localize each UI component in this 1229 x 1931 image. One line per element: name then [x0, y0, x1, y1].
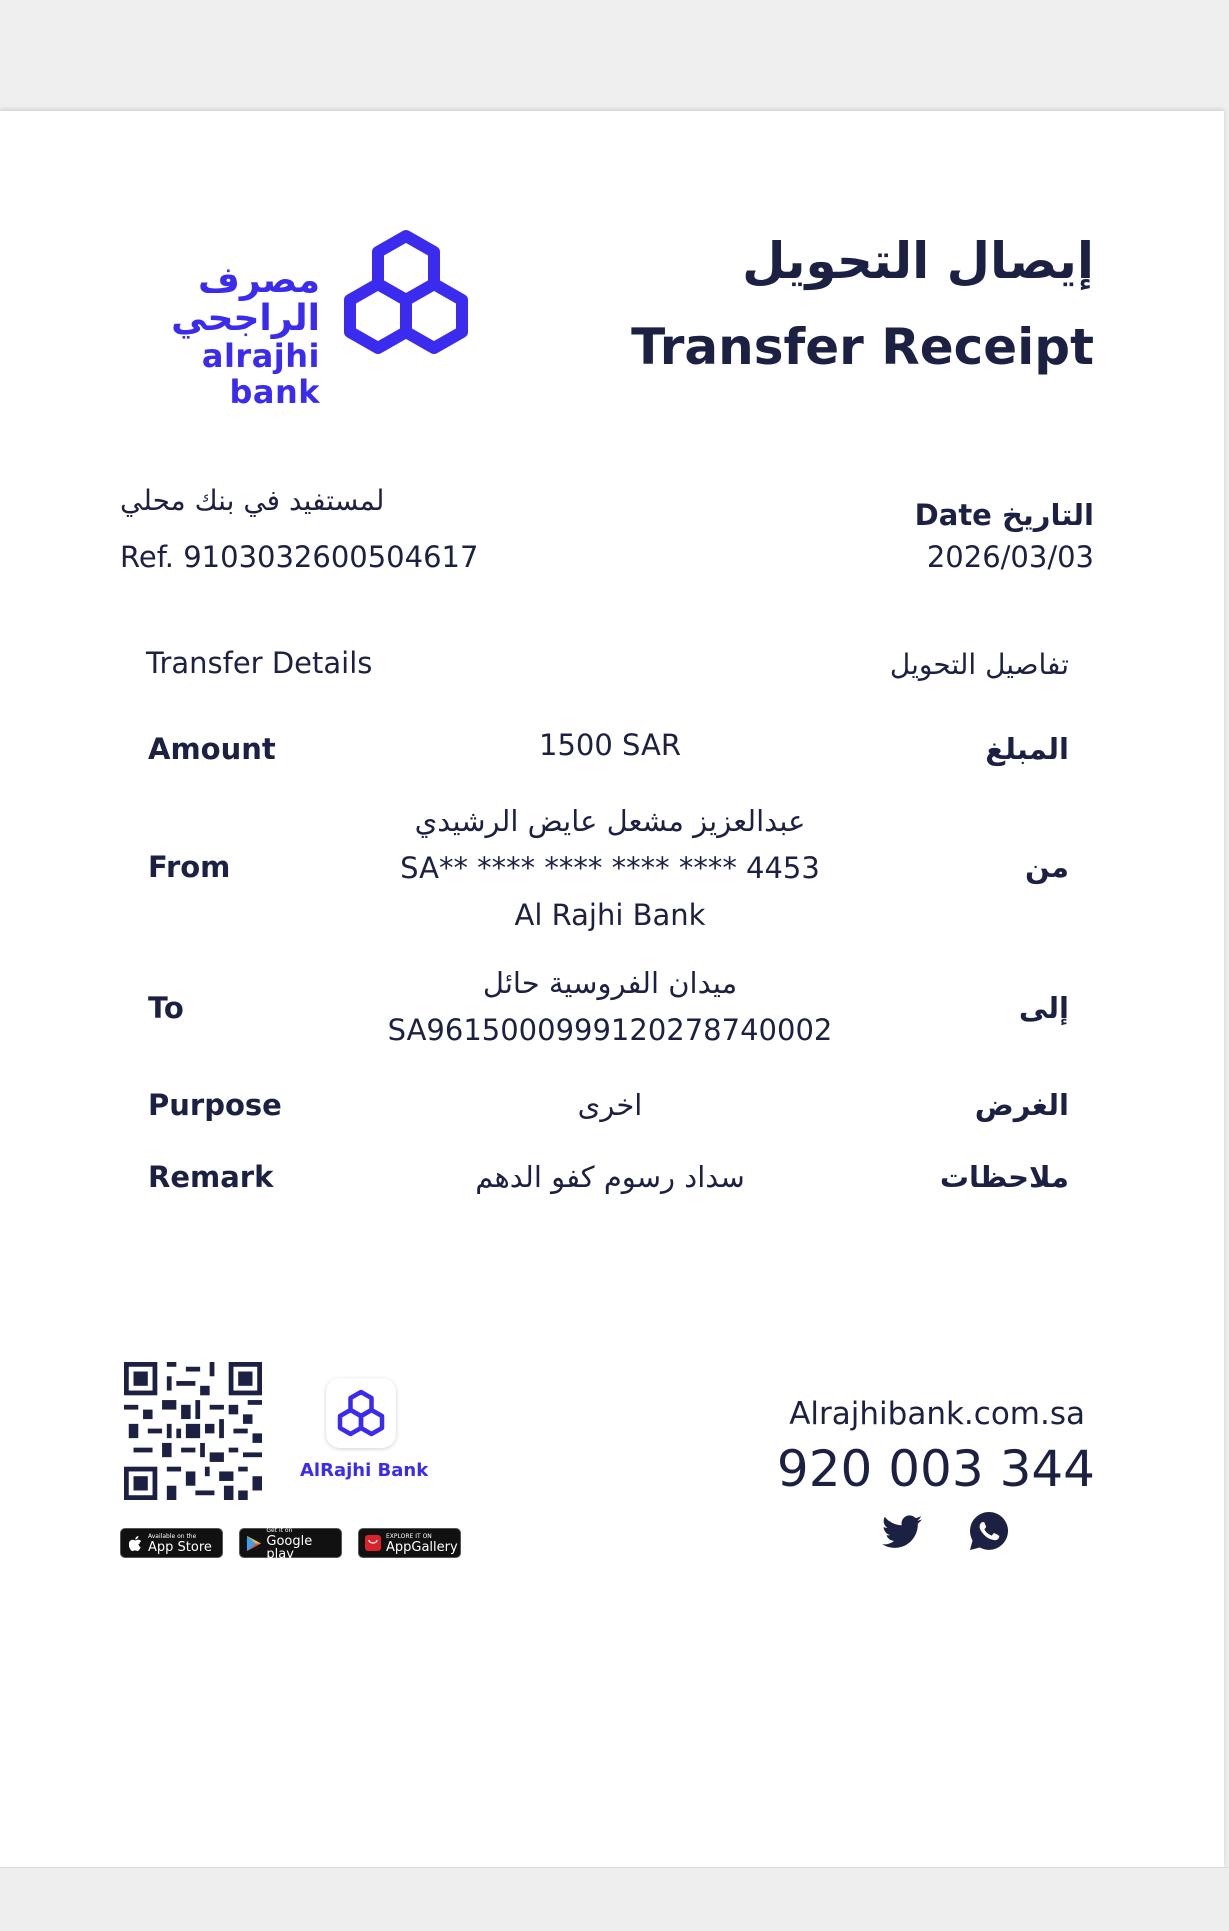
- huawei-icon: [365, 1535, 381, 1551]
- from-name: عبدالعزيز مشعل عايض الرشيدي: [414, 804, 806, 838]
- badge-large-text: AppGallery: [386, 1540, 458, 1555]
- to-iban: SA9615000999120278740002: [387, 1013, 833, 1047]
- amount-label: Amount: [148, 732, 276, 766]
- receipt-title: Transfer Receipt: [631, 318, 1094, 376]
- bank-logo-small-icon: [337, 1389, 385, 1437]
- logo-english: alrajhi bank: [201, 337, 320, 411]
- receipt-title-arabic: إيصال التحويل: [742, 232, 1094, 290]
- app-gallery-badge[interactable]: [358, 1528, 461, 1558]
- beneficiary-type: لمستفيد في بنك محلي: [120, 484, 385, 517]
- phone-number[interactable]: 920 003 344: [776, 1440, 1095, 1498]
- badge-large-text: Google play: [266, 1533, 313, 1562]
- to-label: To: [148, 991, 184, 1025]
- twitter-icon[interactable]: [882, 1514, 922, 1550]
- purpose-label-arabic: الغرض: [974, 1088, 1069, 1122]
- remark-label: Remark: [148, 1160, 274, 1194]
- badge-small-text: Available on the: [148, 1533, 197, 1540]
- app-icon[interactable]: [326, 1378, 396, 1448]
- details-heading-arabic: تفاصيل التحويل: [889, 648, 1069, 681]
- from-bank: Al Rajhi Bank: [514, 898, 706, 932]
- play-icon: [246, 1535, 261, 1551]
- from-label: From: [148, 850, 231, 884]
- amount-label-arabic: المبلغ: [985, 732, 1069, 766]
- badge-large-text: App Store: [148, 1540, 212, 1555]
- to-name: ميدان الفروسية حائل: [482, 966, 738, 1000]
- from-account: SA** **** **** **** **** 4453: [400, 851, 820, 885]
- bank-logo-text: [120, 262, 320, 410]
- top-bar: [0, 0, 1229, 110]
- badge-small-text: Get it on: [266, 1526, 293, 1534]
- reference-number: Ref. 9103032600504617: [120, 540, 479, 574]
- badge-small-text: EXPLORE IT ON: [386, 1533, 432, 1540]
- date-label: Date التاريخ: [914, 498, 1094, 532]
- amount-value: 1500 SAR: [539, 728, 681, 762]
- app-store-badge[interactable]: [120, 1528, 223, 1558]
- apple-icon: [127, 1535, 143, 1551]
- purpose-value: اخرى: [577, 1088, 643, 1122]
- purpose-label: Purpose: [148, 1088, 282, 1122]
- remark-value: سداد رسوم كفو الدهم: [475, 1160, 745, 1194]
- details-heading: Transfer Details: [146, 646, 373, 680]
- website-link[interactable]: Alrajhibank.com.sa: [789, 1396, 1085, 1432]
- bottom-bar: [0, 1867, 1229, 1931]
- app-name: AlRajhi Bank: [300, 1460, 429, 1481]
- remark-label-arabic: ملاحظات: [939, 1160, 1069, 1194]
- to-label-arabic: إلى: [1018, 991, 1069, 1025]
- google-play-badge[interactable]: [239, 1526, 342, 1562]
- date-value: 2026/03/03: [926, 540, 1094, 574]
- whatsapp-icon[interactable]: [970, 1512, 1008, 1550]
- from-label-arabic: من: [1024, 850, 1069, 884]
- qr-code-icon: [124, 1362, 262, 1500]
- logo-arabic: مصرف الراجحي: [171, 260, 320, 339]
- bank-logo-icon: [342, 228, 470, 356]
